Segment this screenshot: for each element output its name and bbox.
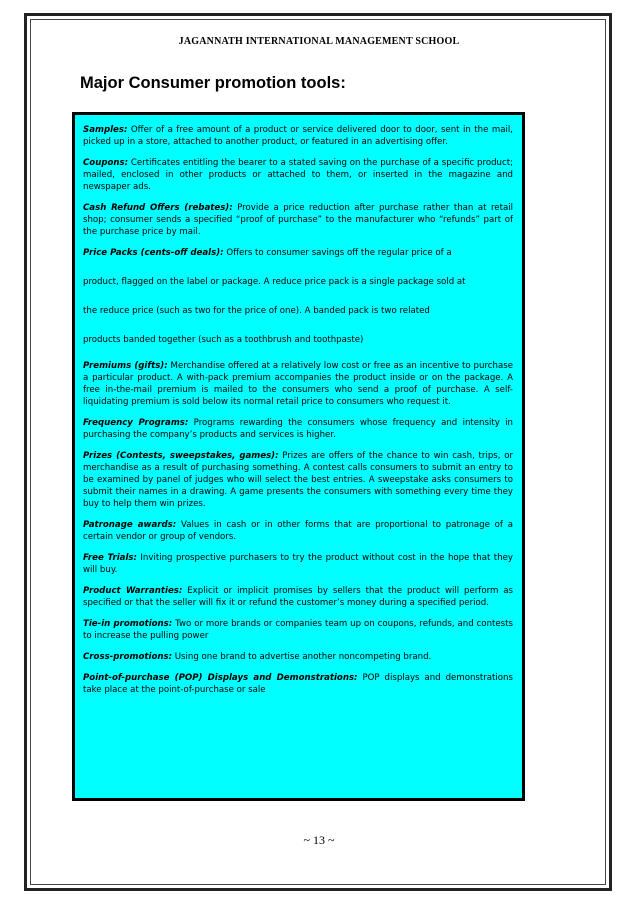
- entry-term: Prizes (Contests, sweepstakes, games):: [83, 451, 279, 461]
- entry-premiums: [83, 360, 513, 408]
- section-title: Major Consumer promotion tools:: [80, 74, 346, 92]
- entry-term: Patronage awards:: [83, 520, 177, 530]
- entry-text: Inviting prospective purchasers to try the product without cost in the hope that they will buy.: [83, 553, 513, 575]
- entry-text: Programs rewarding the consumers whose frequency and intensity in purchasing the company’s products and services is higher.: [83, 418, 513, 440]
- entry-term: Product Warranties:: [83, 586, 183, 596]
- entry-prizes: [83, 450, 513, 510]
- entry-patronage-awards: [83, 519, 513, 543]
- entry-cross-promotions: [83, 651, 513, 663]
- entry-text: Using one brand to advertise another noncompeting brand.: [172, 652, 432, 662]
- entry-term: Premiums (gifts):: [83, 361, 168, 371]
- entry-text: POP displays and demonstrations take place at the point-of-purchase or sale: [83, 673, 513, 695]
- entry-term: Coupons:: [83, 158, 129, 168]
- entry-text: Values in cash or in other forms that are proportional to patronage of a certain vendor or group of vendors.: [83, 520, 513, 542]
- entry-point-of-purchase: [83, 672, 513, 696]
- entry-term: Samples:: [83, 125, 128, 135]
- entry-term: Free Trials:: [83, 553, 137, 563]
- entry-text: Explicit or implicit promises by sellers that the product will perform as specified or that the seller will fix it or refund the customer’s money during a specified period.: [83, 586, 513, 608]
- entry-product-warranties: [83, 585, 513, 609]
- entry-samples: [83, 124, 513, 148]
- entry-text: Prizes are offers of the chance to win cash, trips, or merchandise as a result of purchasing something. A contest calls consumers to submit an entry to be examined by panel of judges who will select the best entries. A sweepstake asks consumers to submit their names in a drawing. A game presents the consumers with something every time they buy to help them win prizes.: [83, 451, 513, 509]
- entry-text: Offer of a free amount of a product or service delivered door to door, sent in the mail, picked up in a store, attached to another product, or featured in an advertising offer.: [83, 125, 513, 147]
- entry-line: [83, 247, 513, 259]
- entry-term: Cross-promotions:: [83, 652, 173, 662]
- entry-text: Offers to consumer savings off the regular price of a: [223, 248, 452, 258]
- entry-tie-in-promotions: [83, 618, 513, 642]
- entry-cash-refund-offers: [83, 202, 513, 238]
- entry-term: Point-of-purchase (POP) Displays and Demonstrations:: [83, 673, 358, 683]
- entry-text: Merchandise offered at a relatively low cost or free as an incentive to purchase a particular product. A with-pack premium accompanies the product inside or on the package. A free in-the-mail premium is mailed to the consumers who send a proof of purchase. A self-liquidating premium is sold below its normal retail price to consumers who request it.: [83, 361, 513, 407]
- entry-text: Two or more brands or companies team up on coupons, refunds, and contests to increase the pulling power: [83, 619, 513, 641]
- entry-free-trials: [83, 552, 513, 576]
- entry-line: the reduce price (such as two for the price of one). A banded pack is two related: [83, 306, 430, 316]
- entry-text: Certificates entitling the bearer to a stated saving on the purchase of a specific product; mailed, enclosed in other products or attached to them, or inserted in the magazine and newspaper ads.: [83, 158, 513, 192]
- page-number: ~ 13 ~: [303, 833, 335, 847]
- promotion-tools-box: [72, 112, 525, 801]
- entry-line: product, flagged on the label or package. A reduce price pack is a single package sold at: [83, 277, 466, 287]
- entry-term: Cash Refund Offers (rebates):: [83, 203, 233, 213]
- entry-term: Frequency Programs:: [83, 418, 189, 428]
- entry-coupons: [83, 157, 513, 193]
- entry-term: Tie-in promotions:: [83, 619, 173, 629]
- entry-term: Price Packs (cents-off deals):: [83, 248, 224, 258]
- entry-line: products banded together (such as a toothbrush and toothpaste): [83, 335, 364, 345]
- entry-text: Provide a price reduction after purchase rather than at retail shop; consumer sends a specified “proof of purchase” to the manufacturer who “refunds” part of the purchase price by mail.: [83, 203, 513, 237]
- entry-price-packs: [83, 247, 513, 346]
- entry-frequency-programs: [83, 417, 513, 441]
- running-header: JAGANNATH INTERNATIONAL MANAGEMENT SCHOOL: [178, 36, 460, 47]
